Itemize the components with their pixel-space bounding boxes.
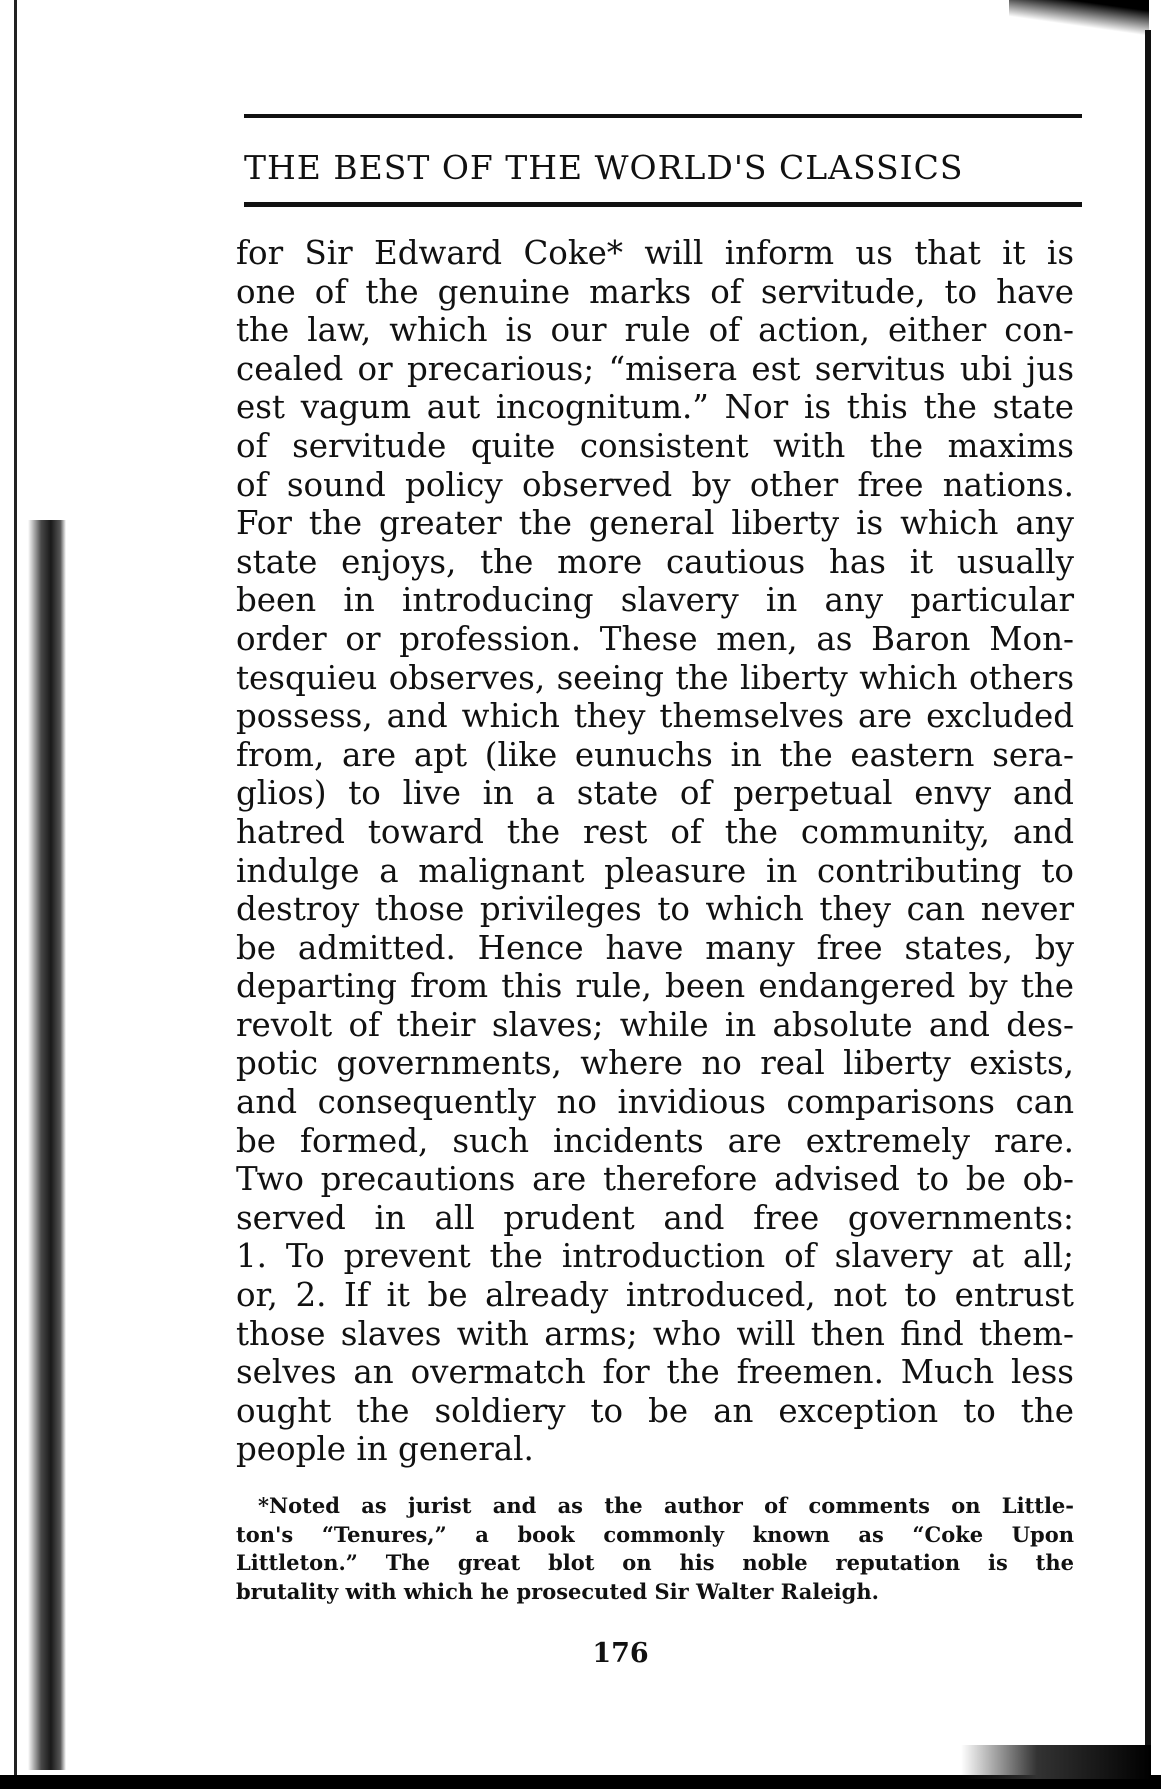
text-line: tesquieu observes, seeing the liberty which others [236,658,1074,697]
text-line: order or profession. These men, as Baron Mon- [236,619,1074,658]
page-edge-left [14,0,17,1789]
text-line: of sound policy observed by other free nations. [236,465,1074,504]
text-line: for Sir Edward Coke* will inform us that it is [236,234,1074,272]
text-line: est vagum aut incognitum.” Nor is this the state [236,388,1074,427]
page-number: 176 [592,1638,649,1669]
text-line: from, are apt (like eunuchs in the eastern sera- [236,735,1074,774]
text-line: indulge a malignant pleasure in contributing to [236,851,1074,890]
text-line: hatred toward the rest of the community, and [236,812,1074,851]
text-line: one of the genuine marks of servitude, to have [236,272,1074,311]
text-line: ought the soldiery to be an exception to the [236,1391,1074,1430]
text-line: and consequently no invidious comparisons can [236,1083,1074,1122]
text-line: the law, which is our rule of action, either con- [236,311,1074,350]
text-line: departing from this rule, been endangered by the [236,967,1074,1006]
text-line: people in general. [236,1430,534,1469]
header-rule-top [244,114,1082,118]
text-line: cealed or precarious; “misera est servitus ubi jus [236,349,1074,388]
text-line: be formed, such incidents are extremely rare. [236,1121,1074,1160]
footnote-line: *Noted as jurist and as the author of comments on Little- [258,1493,1074,1518]
running-head: THE BEST OF THE WORLD'S CLASSICS [244,148,964,187]
footnote-line: Littleton.” The great blot on his noble reputation is the [236,1550,1074,1575]
body-text [236,234,1074,1469]
text-line: possess, and which they themselves are excluded [236,697,1074,736]
footnote-line: brutality with which he prosecuted Sir Walter Raleigh. [236,1578,879,1604]
text-line: potic governments, where no real liberty exists, [236,1044,1074,1083]
text-line: Two precautions are therefore advised to be ob- [236,1160,1074,1199]
text-line: be admitted. Hence have many free states, by [236,928,1074,967]
text-line: revolt of their slaves; while in absolute and des- [236,1005,1074,1044]
footnote-line: ton's “Tenures,” a book commonly known as “Coke Upon [236,1521,1074,1547]
text-line: or, 2. If it be already introduced, not to entrust [236,1276,1074,1315]
binding-shadow [28,520,66,1770]
text-line: served in all prudent and free governments: [236,1198,1074,1237]
page-corner-top-right [1009,0,1149,36]
text-line: selves an overmatch for the freemen. Much less [236,1353,1074,1392]
text-line: been in introducing slavery in any particular [236,581,1074,620]
text-line: state enjoys, the more cautious has it usually [236,542,1074,581]
text-line: of servitude quite consistent with the maxims [236,426,1074,465]
text-line: destroy those privileges to which they can never [236,890,1074,929]
footnote [236,1492,1074,1606]
text-line: those slaves with arms; who will then find them- [236,1314,1074,1353]
page-edge-right [1145,30,1151,1770]
header-rule-bottom [244,202,1082,207]
text-line: For the greater the general liberty is which any [236,504,1074,543]
page-corner-bottom-right [961,1745,1151,1779]
text-line: 1. To prevent the introduction of slavery at all; [236,1237,1074,1276]
text-line: glios) to live in a state of perpetual envy and [236,774,1074,813]
